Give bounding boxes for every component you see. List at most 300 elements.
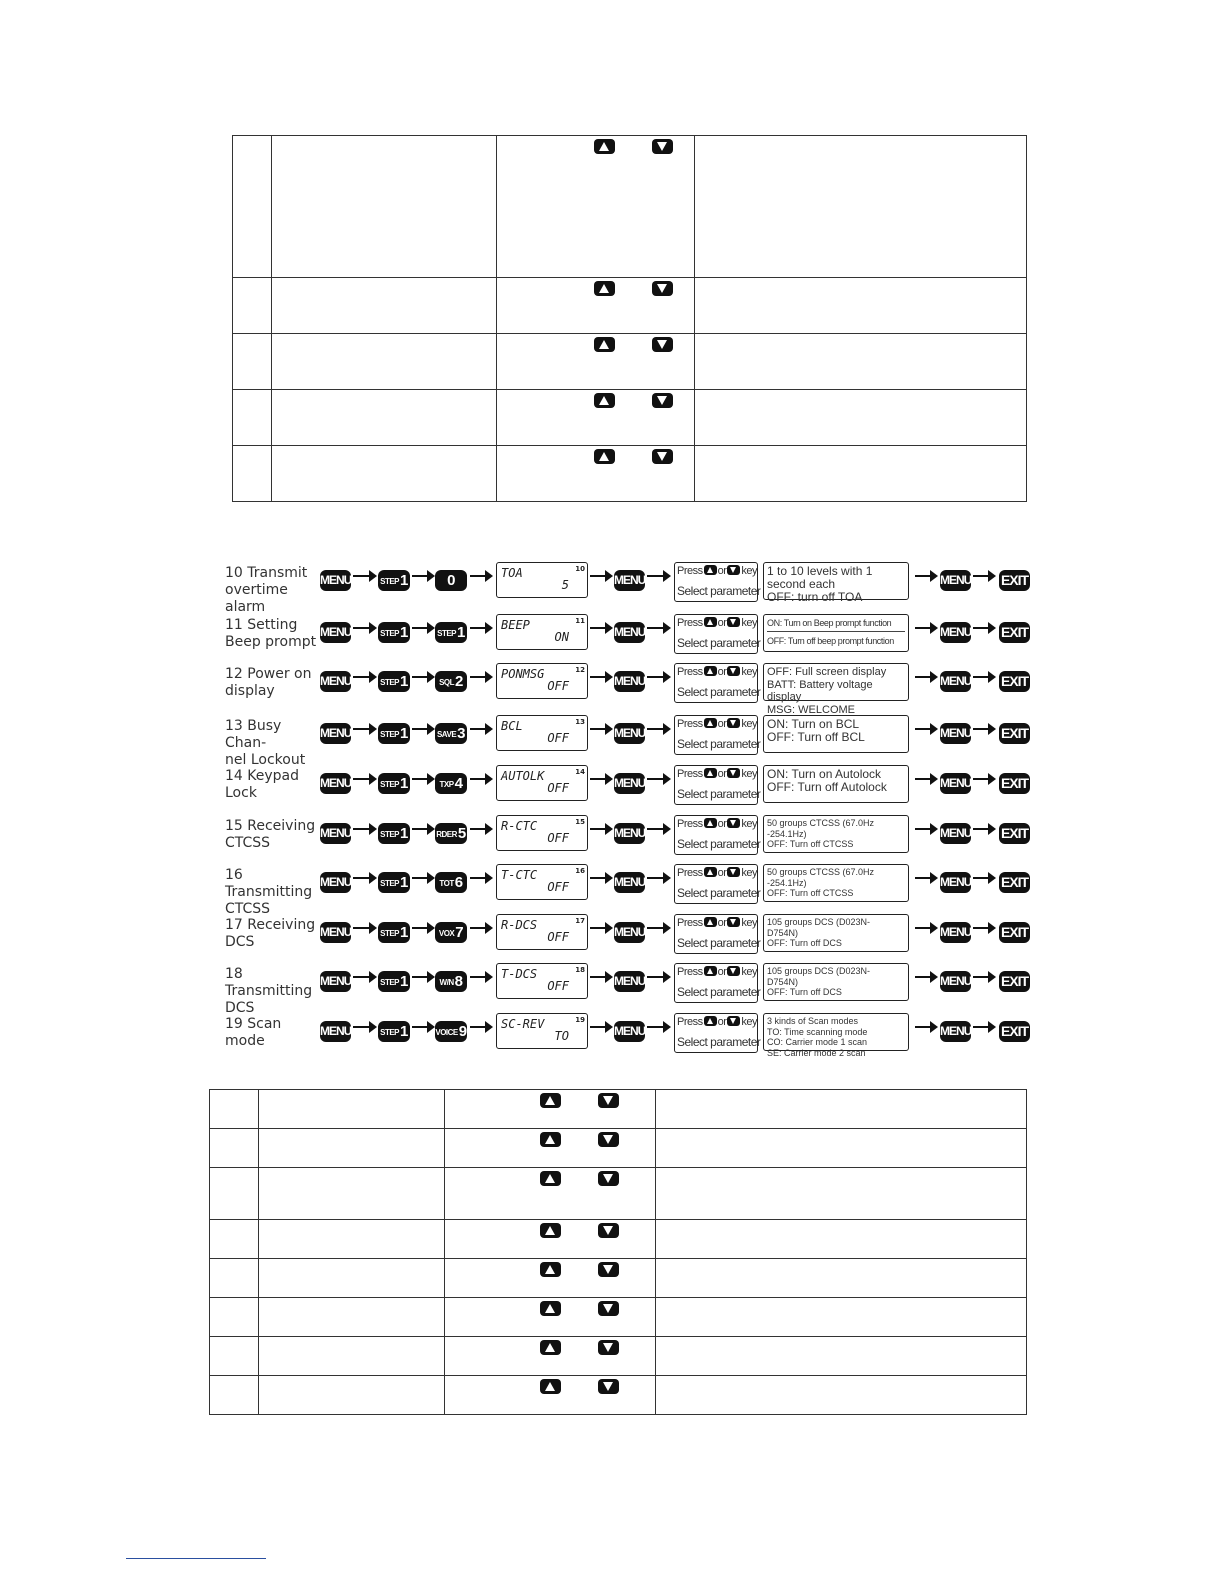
- select-parameter-text: Select parameter: [677, 936, 761, 950]
- up-arrow-key-icon: [704, 565, 717, 575]
- select-parameter-text: Select parameter: [677, 636, 761, 650]
- or-word: or: [717, 1016, 727, 1028]
- menu-row: [225, 661, 1035, 716]
- flow-arrow: [973, 728, 993, 730]
- flow-arrow: [973, 927, 993, 929]
- key-digit: 1: [400, 725, 408, 742]
- step1-key-icon: [378, 773, 410, 794]
- key-prefix: W/N: [439, 978, 454, 987]
- lcd-display: [496, 963, 588, 999]
- flow-arrow: [412, 676, 432, 678]
- flow-arrow: [915, 877, 935, 879]
- press-key-instruction: [674, 815, 761, 855]
- description-line: OFF: Turn off beep prompt function: [767, 636, 894, 646]
- lcd-text: R-DCS: [501, 918, 538, 932]
- flow-arrow: [915, 676, 935, 678]
- flow-arrow: [353, 627, 374, 629]
- up-arrow-key-icon: [540, 1262, 561, 1277]
- menu-key-icon: MENU: [614, 872, 645, 893]
- table-row: [233, 446, 1027, 502]
- menu-row: [225, 813, 1035, 859]
- key-word: key: [741, 718, 758, 730]
- parameter-description: 1 to 10 levels with 1 second each OFF: turn off TOA: [763, 562, 909, 600]
- menu-key-icon: MENU: [614, 570, 645, 591]
- menu-key-icon: MENU: [614, 671, 645, 692]
- number-key-icon: [435, 922, 467, 943]
- flow-arrow: [412, 575, 432, 577]
- down-arrow-key-icon: [727, 768, 740, 778]
- or-word: or: [717, 718, 727, 730]
- up-arrow-key-icon: [540, 1223, 561, 1238]
- key-word: key: [741, 966, 758, 978]
- step1-key-icon: [378, 723, 410, 744]
- down-arrow-key-icon: [598, 1132, 619, 1147]
- parameter-description: OFF: Full screen display BATT: Battery voltage display MSG: WELCOME: [763, 663, 909, 701]
- key-prefix: STEP: [380, 780, 400, 789]
- menu-key-icon: MENU: [614, 1021, 645, 1042]
- key-digit: 1: [400, 572, 408, 589]
- menu-key-icon: MENU: [320, 570, 351, 591]
- key-prefix: SAVE: [436, 730, 457, 739]
- down-arrow-key-icon: [727, 818, 740, 828]
- flow-arrow: [915, 1026, 935, 1028]
- step1-key-icon: [378, 872, 410, 893]
- menu-key-icon: MENU: [614, 971, 645, 992]
- press-line: [677, 867, 757, 879]
- exit-key-icon: EXIT: [999, 671, 1030, 692]
- parameter-description: 50 groups CTCSS (67.0Hz -254.1Hz) OFF: Turn off CTCSS: [763, 864, 909, 902]
- parameter-description: ON: Turn on BCL OFF: Turn off BCL: [763, 715, 909, 753]
- menu-item-label: 18 Transmitting DCS: [225, 966, 313, 1016]
- key-prefix: RDER: [436, 830, 457, 839]
- footer-link-underline: [126, 1558, 266, 1559]
- flow-arrow: [353, 728, 374, 730]
- table-row: [210, 1129, 1027, 1168]
- press-key-instruction: [674, 663, 761, 703]
- exit-key-icon: EXIT: [999, 773, 1030, 794]
- lcd-display: [496, 1013, 588, 1049]
- menu-key-icon: MENU: [614, 922, 645, 943]
- menu-key-icon: MENU: [320, 723, 351, 744]
- menu-key-icon: MENU: [320, 971, 351, 992]
- menu-item-label: 16 Transmitting CTCSS: [225, 867, 313, 917]
- flow-arrow: [647, 877, 668, 879]
- key-prefix: STEP: [380, 1028, 400, 1037]
- number-key-icon: [435, 872, 467, 893]
- up-arrow-key-icon: [704, 617, 717, 627]
- up-arrow-key-icon: [704, 666, 717, 676]
- flow-arrow: [412, 927, 432, 929]
- lcd-value: OFF: [547, 731, 569, 745]
- press-key-instruction: [674, 614, 761, 654]
- down-arrow-key-icon: [727, 917, 740, 927]
- lcd-display: [496, 914, 588, 950]
- select-parameter-text: Select parameter: [677, 1035, 761, 1049]
- lcd-menu-number: 10: [575, 565, 585, 573]
- flow-arrow: [470, 927, 490, 929]
- step1-key-icon: [378, 922, 410, 943]
- key-digit: 1: [400, 973, 408, 990]
- lcd-value: OFF: [547, 979, 569, 993]
- table-row: [233, 334, 1027, 390]
- flow-arrow: [647, 728, 668, 730]
- flow-arrow: [353, 927, 374, 929]
- menu-key-icon: MENU: [320, 1021, 351, 1042]
- lcd-text: BEEP: [501, 618, 530, 632]
- flow-arrow: [353, 676, 374, 678]
- flow-arrow: [915, 976, 935, 978]
- flow-arrow: [590, 1026, 610, 1028]
- flow-arrow: [470, 728, 490, 730]
- up-arrow-key-icon: [704, 867, 717, 877]
- key-word: key: [741, 768, 758, 780]
- table-row: [233, 278, 1027, 334]
- number-key-icon: [435, 823, 467, 844]
- flow-arrow: [647, 627, 668, 629]
- press-line: [677, 917, 757, 929]
- table-row: [210, 1298, 1027, 1337]
- flow-arrow: [973, 575, 993, 577]
- flow-arrow: [353, 828, 374, 830]
- lcd-text: PONMSG: [501, 667, 545, 681]
- select-parameter-text: Select parameter: [677, 787, 761, 801]
- exit-key-icon: EXIT: [999, 823, 1030, 844]
- key-word: key: [741, 565, 758, 577]
- flow-arrow: [973, 778, 993, 780]
- down-arrow-key-icon: [598, 1171, 619, 1186]
- press-word: Press: [677, 617, 703, 629]
- select-parameter-text: Select parameter: [677, 737, 761, 751]
- menu-key-icon: MENU: [940, 971, 971, 992]
- lcd-menu-number: 12: [575, 666, 585, 674]
- flow-arrow: [973, 976, 993, 978]
- lcd-display: [496, 765, 588, 801]
- menu-row: [225, 862, 1035, 917]
- exit-key-icon: EXIT: [999, 570, 1030, 591]
- up-arrow-key-icon: [540, 1301, 561, 1316]
- press-line: [677, 617, 757, 629]
- table-row: [233, 390, 1027, 446]
- down-arrow-key-icon: [598, 1223, 619, 1238]
- lcd-value: 5: [561, 578, 569, 592]
- or-word: or: [717, 666, 727, 678]
- press-word: Press: [677, 917, 703, 929]
- step1-key-icon: [378, 823, 410, 844]
- press-key-instruction: [674, 1013, 761, 1053]
- key-word: key: [741, 1016, 758, 1028]
- flow-arrow: [353, 778, 374, 780]
- up-arrow-key-icon: [540, 1132, 561, 1147]
- menu-key-icon: MENU: [940, 622, 971, 643]
- key-digit: 1: [400, 673, 408, 690]
- menu-flow-diagram: [225, 560, 1035, 1070]
- down-arrow-key-icon: [652, 281, 673, 296]
- key-digit: 8: [454, 973, 463, 990]
- menu-item-label: 14 Keypad Lock: [225, 768, 299, 801]
- down-arrow-key-icon: [598, 1262, 619, 1277]
- flow-arrow: [470, 778, 490, 780]
- flow-arrow: [915, 828, 935, 830]
- table-row: [210, 1220, 1027, 1259]
- key-digit: 7: [455, 924, 464, 941]
- down-arrow-key-icon: [727, 966, 740, 976]
- flow-arrow: [353, 1026, 374, 1028]
- flow-arrow: [470, 877, 490, 879]
- number-key-icon: [435, 622, 467, 643]
- lcd-menu-number: 13: [575, 718, 585, 726]
- key-digit: 1: [400, 825, 408, 842]
- key-word: key: [741, 818, 758, 830]
- down-arrow-key-icon: [652, 337, 673, 352]
- menu-row: [225, 560, 1035, 615]
- down-arrow-key-icon: [727, 565, 740, 575]
- flow-arrow: [915, 927, 935, 929]
- lcd-value: OFF: [547, 831, 569, 845]
- up-arrow-key-icon: [704, 966, 717, 976]
- lcd-display: [496, 864, 588, 900]
- lcd-value: OFF: [547, 679, 569, 693]
- lcd-menu-number: 14: [575, 768, 585, 776]
- select-parameter-text: Select parameter: [677, 685, 761, 699]
- flow-arrow: [973, 877, 993, 879]
- key-digit: 1: [400, 775, 408, 792]
- key-prefix: STEP: [380, 879, 400, 888]
- lcd-text: SC-REV: [501, 1017, 545, 1031]
- flow-arrow: [470, 976, 490, 978]
- lcd-menu-number: 16: [575, 867, 585, 875]
- press-key-instruction: [674, 963, 761, 1003]
- key-prefix: TOT: [439, 879, 454, 888]
- up-arrow-key-icon: [540, 1379, 561, 1394]
- press-line: [677, 818, 757, 830]
- press-word: Press: [677, 768, 703, 780]
- menu-key-icon: MENU: [940, 570, 971, 591]
- flow-arrow: [353, 877, 374, 879]
- key-prefix: STEP: [380, 929, 400, 938]
- flow-arrow: [412, 627, 432, 629]
- down-arrow-key-icon: [652, 449, 673, 464]
- key-prefix: SQL: [439, 678, 455, 687]
- flow-arrow: [412, 1026, 432, 1028]
- flow-arrow: [590, 828, 610, 830]
- number-key-icon: [435, 971, 467, 992]
- press-word: Press: [677, 1016, 703, 1028]
- lcd-display: [496, 715, 588, 751]
- up-arrow-key-icon: [594, 393, 615, 408]
- select-parameter-text: Select parameter: [677, 584, 761, 598]
- menu-item-label: 15 Receiving CTCSS: [225, 818, 316, 851]
- up-arrow-key-icon: [704, 718, 717, 728]
- menu-row: [225, 961, 1035, 1016]
- flow-arrow: [590, 927, 610, 929]
- menu-key-icon: MENU: [320, 622, 351, 643]
- menu-key-icon: MENU: [614, 723, 645, 744]
- menu-key-icon: MENU: [940, 823, 971, 844]
- lcd-menu-number: 11: [575, 617, 585, 625]
- press-word: Press: [677, 818, 703, 830]
- down-arrow-key-icon: [598, 1340, 619, 1355]
- table-row: [210, 1090, 1027, 1129]
- down-arrow-key-icon: [727, 617, 740, 627]
- lcd-text: T-DCS: [501, 967, 538, 981]
- lcd-value: OFF: [547, 781, 569, 795]
- parameter-description: [763, 614, 909, 652]
- up-arrow-key-icon: [540, 1093, 561, 1108]
- menu-row: [225, 713, 1035, 768]
- flow-arrow: [412, 728, 432, 730]
- menu-item-label: 19 Scan mode: [225, 1016, 282, 1049]
- key-digit: 1: [400, 874, 408, 891]
- key-word: key: [741, 617, 758, 629]
- press-key-instruction: [674, 914, 761, 954]
- lcd-text: R-CTC: [501, 819, 538, 833]
- flow-arrow: [973, 1026, 993, 1028]
- key-word: key: [741, 666, 758, 678]
- flow-arrow: [647, 828, 668, 830]
- or-word: or: [717, 818, 727, 830]
- lcd-display: [496, 815, 588, 851]
- lcd-value: ON: [554, 630, 569, 644]
- flow-arrow: [412, 828, 432, 830]
- key-word: key: [741, 867, 758, 879]
- flow-arrow: [590, 676, 610, 678]
- menu-key-icon: MENU: [320, 671, 351, 692]
- top-settings-table: [232, 135, 1027, 502]
- step1-key-icon: [378, 1021, 410, 1042]
- key-digit: 1: [400, 1023, 408, 1040]
- exit-key-icon: EXIT: [999, 971, 1030, 992]
- bottom-settings-table: [209, 1089, 1027, 1415]
- lcd-value: TO: [554, 1029, 569, 1043]
- menu-key-icon: MENU: [614, 773, 645, 794]
- menu-key-icon: MENU: [320, 773, 351, 794]
- menu-key-icon: MENU: [940, 872, 971, 893]
- lcd-menu-number: 15: [575, 818, 585, 826]
- flow-arrow: [470, 1026, 490, 1028]
- key-digit: 6: [454, 874, 463, 891]
- key-prefix: VOICE: [435, 1028, 458, 1037]
- number-key-icon: [435, 723, 467, 744]
- exit-key-icon: EXIT: [999, 1021, 1030, 1042]
- down-arrow-key-icon: [598, 1301, 619, 1316]
- key-prefix: STEP: [380, 978, 400, 987]
- flow-arrow: [915, 627, 935, 629]
- menu-key-icon: MENU: [614, 622, 645, 643]
- lcd-menu-number: 18: [575, 966, 585, 974]
- key-digit: 5: [457, 825, 466, 842]
- up-arrow-key-icon: [704, 917, 717, 927]
- lcd-display: [496, 663, 588, 699]
- table-row: [210, 1337, 1027, 1376]
- lcd-menu-number: 19: [575, 1016, 585, 1024]
- table-row: [210, 1259, 1027, 1298]
- key-digit: 2: [455, 673, 463, 690]
- lcd-text: AUTOLK: [501, 769, 545, 783]
- menu-key-icon: MENU: [614, 823, 645, 844]
- flow-arrow: [412, 877, 432, 879]
- flow-arrow: [915, 575, 935, 577]
- key-digit: 1: [400, 924, 408, 941]
- menu-key-icon: MENU: [940, 773, 971, 794]
- press-line: [677, 565, 757, 577]
- menu-item-label: 12 Power on display: [225, 666, 312, 699]
- lcd-menu-number: 17: [575, 917, 585, 925]
- key-prefix: TXP: [439, 780, 454, 789]
- press-word: Press: [677, 666, 703, 678]
- parameter-description: 50 groups CTCSS (67.0Hz -254.1Hz) OFF: Turn off CTCSS: [763, 815, 909, 853]
- menu-key-icon: MENU: [940, 1021, 971, 1042]
- menu-key-icon: MENU: [320, 823, 351, 844]
- key-digit: 3: [457, 725, 466, 742]
- press-key-instruction: [674, 864, 761, 904]
- press-line: [677, 966, 757, 978]
- menu-item-label: 10 Transmit overtime alarm: [225, 565, 308, 615]
- press-key-instruction: [674, 715, 761, 755]
- or-word: or: [717, 768, 727, 780]
- press-word: Press: [677, 966, 703, 978]
- flow-arrow: [647, 778, 668, 780]
- select-parameter-text: Select parameter: [677, 837, 761, 851]
- press-word: Press: [677, 565, 703, 577]
- or-word: or: [717, 617, 727, 629]
- menu-row: [225, 612, 1035, 658]
- key-prefix: STEP: [380, 678, 400, 687]
- lcd-text: BCL: [501, 719, 523, 733]
- key-prefix: STEP: [380, 629, 400, 638]
- flow-arrow: [590, 575, 610, 577]
- flow-arrow: [590, 627, 610, 629]
- down-arrow-key-icon: [727, 867, 740, 877]
- lcd-value: OFF: [547, 880, 569, 894]
- flow-arrow: [647, 927, 668, 929]
- exit-key-icon: EXIT: [999, 723, 1030, 744]
- up-arrow-key-icon: [704, 818, 717, 828]
- key-prefix: STEP: [380, 830, 400, 839]
- flow-arrow: [353, 575, 374, 577]
- parameter-description: 105 groups DCS (D023N- D754N) OFF: Turn off DCS: [763, 963, 909, 1001]
- number-key-icon: [435, 570, 467, 591]
- flow-arrow: [353, 976, 374, 978]
- flow-arrow: [973, 828, 993, 830]
- parameter-description: 105 groups DCS (D023N- D754N) OFF: Turn off DCS: [763, 914, 909, 952]
- number-key-icon: [435, 773, 467, 794]
- up-arrow-key-icon: [594, 337, 615, 352]
- menu-key-icon: MENU: [940, 922, 971, 943]
- lcd-text: T-CTC: [501, 868, 538, 882]
- up-arrow-key-icon: [540, 1340, 561, 1355]
- down-arrow-key-icon: [652, 393, 673, 408]
- key-digit: 1: [400, 624, 408, 641]
- flow-arrow: [470, 575, 490, 577]
- press-word: Press: [677, 867, 703, 879]
- flow-arrow: [470, 676, 490, 678]
- press-line: [677, 768, 757, 780]
- menu-key-icon: MENU: [940, 671, 971, 692]
- down-arrow-key-icon: [598, 1379, 619, 1394]
- step1-key-icon: [378, 971, 410, 992]
- key-digit: 1: [457, 624, 465, 641]
- press-word: Press: [677, 718, 703, 730]
- lcd-text: TOA: [501, 566, 523, 580]
- key-prefix: STEP: [437, 629, 457, 638]
- or-word: or: [717, 565, 727, 577]
- flow-arrow: [590, 976, 610, 978]
- menu-item-label: 13 Busy Chan- nel Lockout: [225, 718, 306, 768]
- flow-arrow: [915, 778, 935, 780]
- menu-item-label: 11 Setting Beep prompt: [225, 617, 317, 650]
- key-prefix: STEP: [380, 577, 400, 586]
- press-line: [677, 666, 757, 678]
